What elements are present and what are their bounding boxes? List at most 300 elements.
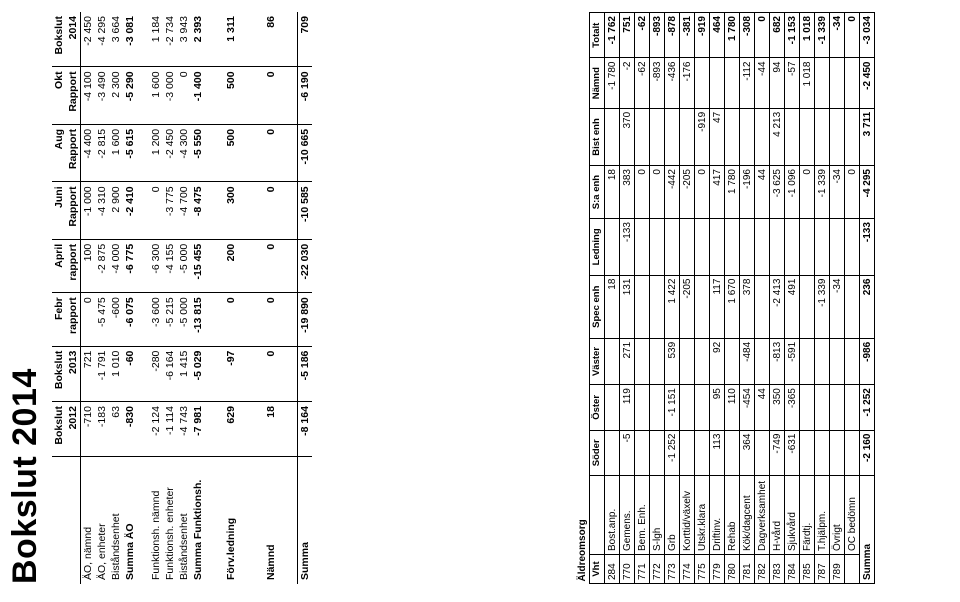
cell-value [815,219,830,275]
column-header-top: Bokslut [52,12,66,67]
row-code: 781 [740,555,755,584]
cell-value [680,385,695,430]
cell-value: 0 [635,166,650,219]
cell-value: -3 625 [770,166,785,219]
cell-value: -19 890 [298,293,313,346]
table-row [680,13,695,584]
cell-value: 3 664 [109,12,123,67]
row-code: 783 [770,555,785,584]
cell-value [800,430,815,475]
cell-value [740,108,755,165]
cell-value: -5 029 [191,346,205,401]
header-blank [52,457,66,584]
spacer-cell [205,124,217,181]
spacer-row [205,12,217,584]
row-code: 771 [635,555,650,584]
cell-value: 1 010 [109,346,123,401]
spacer-cell [205,239,217,292]
cell-value: 0 [149,182,163,239]
table-row [635,13,650,584]
column-header: Nämnd [590,58,605,108]
table-row [81,12,96,584]
cell-value: 0 [800,166,815,219]
column-header-bottom: rapport [66,293,81,346]
row-code: 770 [620,555,635,584]
cell-value: 44 [755,166,770,219]
cell-value: -5 215 [163,293,177,346]
cell-value: -1 000 [81,182,96,239]
cell-value: -280 [149,346,163,401]
cell-value: 500 [217,124,245,181]
aldreomsorg-table [575,12,875,584]
cell-value: 1 670 [725,275,740,338]
cell-value [665,108,680,165]
cell-value: -893 [650,13,665,59]
cell-value: -436 [665,58,680,108]
spacer-cell [285,124,298,181]
spacer-cell [137,124,149,181]
cell-value [785,219,800,275]
cell-value: 0 [217,293,245,346]
cell-value: 1 311 [217,12,245,67]
cell-value [725,430,740,475]
cell-value [650,108,665,165]
cell-value: 18 [605,166,620,219]
cell-value: -2 [620,58,635,108]
sum-value: -986 [860,338,875,384]
cell-value: 110 [725,385,740,430]
column-header-top: Okt [52,67,66,124]
cell-value: 4 213 [770,108,785,165]
cell-value [605,385,620,430]
spacer-cell [137,239,149,292]
cell-value: -3 081 [123,12,137,67]
cell-value: -5 000 [177,293,191,346]
cell-value [755,219,770,275]
column-header-bottom: 2013 [66,346,81,401]
cell-value [815,385,830,430]
spacer-cell [137,12,149,67]
cell-value: 1 422 [665,275,680,338]
table-row [665,13,680,584]
cell-value: 200 [217,239,245,292]
column-header [590,476,605,555]
cell-value [815,108,830,165]
cell-value: -3 000 [163,67,177,124]
cell-value: -3 775 [163,182,177,239]
cell-value: -2 410 [123,182,137,239]
cell-value: -591 [785,338,800,384]
cell-value: -6 190 [298,67,313,124]
column-header-top: Bokslut [52,346,66,401]
spacer-cell [245,12,257,67]
cell-value: 464 [710,13,725,59]
cell-value: -205 [680,275,695,338]
cell-value: -62 [635,58,650,108]
column-header: Bist enh [590,108,605,165]
table-caption: Äldreomsorg [576,519,588,582]
cell-value: -1 762 [605,13,620,59]
cell-value: -183 [95,402,109,457]
column-header-bottom: Rapport [66,182,81,239]
cell-value: -4 295 [95,12,109,67]
cell-value: -919 [695,108,710,165]
column-header: Vht [590,555,605,584]
spacer-cell [205,12,217,67]
table-row [755,13,770,584]
cell-value [830,385,845,430]
cell-value: -8 164 [298,402,313,457]
cell-value: 47 [710,108,725,165]
cell-value: -5 [620,430,635,475]
cell-value [635,338,650,384]
cell-value: 119 [620,385,635,430]
row-name: Övrigt [830,476,845,555]
spacer-cell [285,239,298,292]
spacer-cell [245,402,257,457]
spacer-cell [245,182,257,239]
spacer-cell [245,293,257,346]
cell-value: -5 186 [298,346,313,401]
table-row [785,13,800,584]
cell-value: 709 [298,12,313,67]
cell-value: 0 [755,13,770,59]
row-label: Biståndsenhet [178,513,190,580]
cell-value: -60 [123,346,137,401]
sum-value: -1 252 [860,385,875,430]
cell-value: -4 100 [81,67,96,124]
cell-value: -5 475 [95,293,109,346]
cell-value: -5 000 [177,239,191,292]
cell-value: -919 [695,13,710,59]
cell-value: -34 [830,166,845,219]
cell-value: -1 114 [163,402,177,457]
cell-value: -3 600 [149,293,163,346]
cell-value: -631 [785,430,800,475]
cell-value: 1 780 [725,13,740,59]
column-header-top: Bokslut [52,402,66,457]
cell-value: -2 124 [149,402,163,457]
cell-value [695,219,710,275]
row-label: Biståndsenhet [110,513,122,580]
row-name: Gemens. [620,476,635,555]
cell-value: -15 455 [191,239,205,292]
column-header-top: April [52,239,66,292]
cell-value [755,338,770,384]
cell-value: -893 [650,58,665,108]
cell-value [845,219,860,275]
row-code: 787 [815,555,830,584]
spacer-cell [285,293,298,346]
row-name: Bost.anp. [605,476,620,555]
cell-value [650,430,665,475]
row-code: 784 [785,555,800,584]
cell-value: 1 600 [149,67,163,124]
row-label: Summa ÄO [124,523,136,580]
cell-value: -5 290 [123,67,137,124]
cell-value [680,108,695,165]
cell-value [755,275,770,338]
row-name: Dagverksamhet [755,476,770,555]
table-row [109,12,123,584]
header-row-1 [52,12,66,584]
cell-value: 539 [665,338,680,384]
row-code: 782 [755,555,770,584]
spacer-cell [245,67,257,124]
cell-value: 0 [257,124,285,181]
table-row [217,12,245,584]
table-row [845,13,860,584]
cell-value: 0 [845,166,860,219]
row-label: Summa Funktionsh. [192,479,204,580]
cell-value: -1 096 [785,166,800,219]
spacer-cell [285,346,298,401]
sum-value: -133 [860,219,875,275]
table-row [191,12,205,584]
row-code [845,555,860,584]
cell-value: 95 [710,385,725,430]
spacer-cell [137,182,149,239]
column-header: S:a enh [590,166,605,219]
row-code: 773 [665,555,680,584]
spacer-cell [245,346,257,401]
cell-value: 383 [620,166,635,219]
cell-value [695,275,710,338]
cell-value: 682 [770,13,785,59]
cell-value [830,108,845,165]
column-header-top: Juni [52,182,66,239]
cell-value: -10 585 [298,182,313,239]
cell-value: -22 030 [298,239,313,292]
cell-value [785,108,800,165]
spacer-cell [137,293,149,346]
cell-value [725,108,740,165]
column-header-bottom: Rapport [66,124,81,181]
row-name: Kök/dagcent [740,476,755,555]
cell-value: -2 450 [163,124,177,181]
row-code: 779 [710,555,725,584]
spacer-row [137,12,149,584]
cell-value [680,430,695,475]
cell-value: -196 [740,166,755,219]
cell-value: -1 339 [815,275,830,338]
table-row [298,12,313,584]
caption-row [575,13,590,584]
cell-value: 113 [710,430,725,475]
cell-value: -205 [680,166,695,219]
column-header: Spec enh [590,275,605,338]
cell-value [695,338,710,384]
header-row-2 [66,12,81,584]
cell-value [635,108,650,165]
cell-value [650,219,665,275]
cell-value: -2 815 [95,124,109,181]
row-label: Funktionsh. nämnd [150,490,162,580]
table-row [605,13,620,584]
row-code: 775 [695,555,710,584]
spacer-cell [137,67,149,124]
cell-value: -4 743 [177,402,191,457]
spacer-cell [285,402,298,457]
cell-value [725,219,740,275]
cell-value: -176 [680,58,695,108]
cell-value: 0 [257,182,285,239]
sum-value: -3 034 [860,13,875,59]
header-blank [66,457,81,584]
cell-value [845,430,860,475]
cell-value: 100 [81,239,96,292]
cell-value: -1 339 [815,13,830,59]
row-code: 284 [605,555,620,584]
spacer-cell [205,457,217,584]
summary-table [52,12,312,584]
cell-value: -6 075 [123,293,137,346]
cell-value: 370 [620,108,635,165]
cell-value [845,275,860,338]
row-label: Förv.ledning [225,517,237,580]
cell-value: -4 700 [177,182,191,239]
row-code: 785 [800,555,815,584]
cell-value [815,338,830,384]
cell-value: -1 400 [191,67,205,124]
cell-value: -7 981 [191,402,205,457]
cell-value [695,430,710,475]
cell-value: 131 [620,275,635,338]
cell-value [800,385,815,430]
table-row [740,13,755,584]
cell-value: -4 155 [163,239,177,292]
row-name: H-vård [770,476,785,555]
cell-value: -112 [740,58,755,108]
cell-value: -2 734 [163,12,177,67]
row-name: S-lgh [650,476,665,555]
cell-value [635,430,650,475]
cell-value: 0 [845,13,860,59]
spacer-cell [205,182,217,239]
row-name: OC bedömn [845,476,860,555]
cell-value: -484 [740,338,755,384]
cell-value: -749 [770,430,785,475]
column-header-top: Aug [52,124,66,181]
sum-value: 3 711 [860,108,875,165]
cell-value [830,430,845,475]
cell-value: -97 [217,346,245,401]
cell-value: 271 [620,338,635,384]
spacer-cell [285,67,298,124]
cell-value [725,338,740,384]
cell-value: -44 [755,58,770,108]
cell-value: -34 [830,13,845,59]
cell-value: -133 [620,219,635,275]
cell-value: -2 875 [95,239,109,292]
row-name: T.hjälpm. [815,476,830,555]
table-row [620,13,635,584]
cell-value [695,58,710,108]
cell-value: -34 [830,275,845,338]
spacer-cell [137,402,149,457]
cell-value: -13 815 [191,293,205,346]
cell-value: -365 [785,385,800,430]
cell-value: 300 [217,182,245,239]
cell-value [800,108,815,165]
spacer-cell [285,457,298,584]
table-row [725,13,740,584]
row-code: 774 [680,555,695,584]
cell-value [755,430,770,475]
spacer-row [285,12,298,584]
cell-value: -4 000 [109,239,123,292]
table-row [123,12,137,584]
cell-value [680,338,695,384]
row-name: Grb [665,476,680,555]
spacer-cell [245,457,257,584]
cell-value: 63 [109,402,123,457]
cell-value: 500 [217,67,245,124]
cell-value: 0 [257,239,285,292]
table-row [695,13,710,584]
cell-value: -6 775 [123,239,137,292]
row-label: Nämnd [265,544,277,580]
cell-value [800,219,815,275]
sum-value: -2 160 [860,430,875,475]
cell-value [830,219,845,275]
cell-value: 92 [710,338,725,384]
cell-value: 2 900 [109,182,123,239]
spacer-cell [245,124,257,181]
cell-value: 721 [81,346,96,401]
table-row [830,13,845,584]
spacer-cell [137,457,149,584]
cell-value: 44 [755,385,770,430]
cell-value: -2 413 [770,275,785,338]
cell-value: -6 164 [163,346,177,401]
cell-value: 629 [217,402,245,457]
cell-value: 0 [81,293,96,346]
cell-value [605,108,620,165]
cell-value [845,338,860,384]
row-code: 789 [830,555,845,584]
column-header-bottom: Rapport [66,67,81,124]
cell-value: 378 [740,275,755,338]
cell-value [650,275,665,338]
cell-value: 417 [710,166,725,219]
cell-value: -8 475 [191,182,205,239]
cell-value: -1 339 [815,166,830,219]
table-row [770,13,785,584]
cell-value: -10 665 [298,124,313,181]
cell-value: -1 151 [665,385,680,430]
cell-value: 0 [257,346,285,401]
page-title: Bokslut 2014 [6,368,44,584]
cell-value: -710 [81,402,96,457]
cell-value [710,219,725,275]
row-name: Färdtj. [800,476,815,555]
cell-value: -1 252 [665,430,680,475]
spacer-cell [285,182,298,239]
cell-value [605,430,620,475]
row-name: Rehab [725,476,740,555]
cell-value: 0 [695,166,710,219]
cell-value: 1 018 [800,58,815,108]
cell-value [740,219,755,275]
cell-value: 3 943 [177,12,191,67]
cell-value: -813 [770,338,785,384]
cell-value: 0 [257,293,285,346]
sum-value: 236 [860,275,875,338]
table-row [177,12,191,584]
header-row [590,13,605,584]
cell-value: 491 [785,275,800,338]
